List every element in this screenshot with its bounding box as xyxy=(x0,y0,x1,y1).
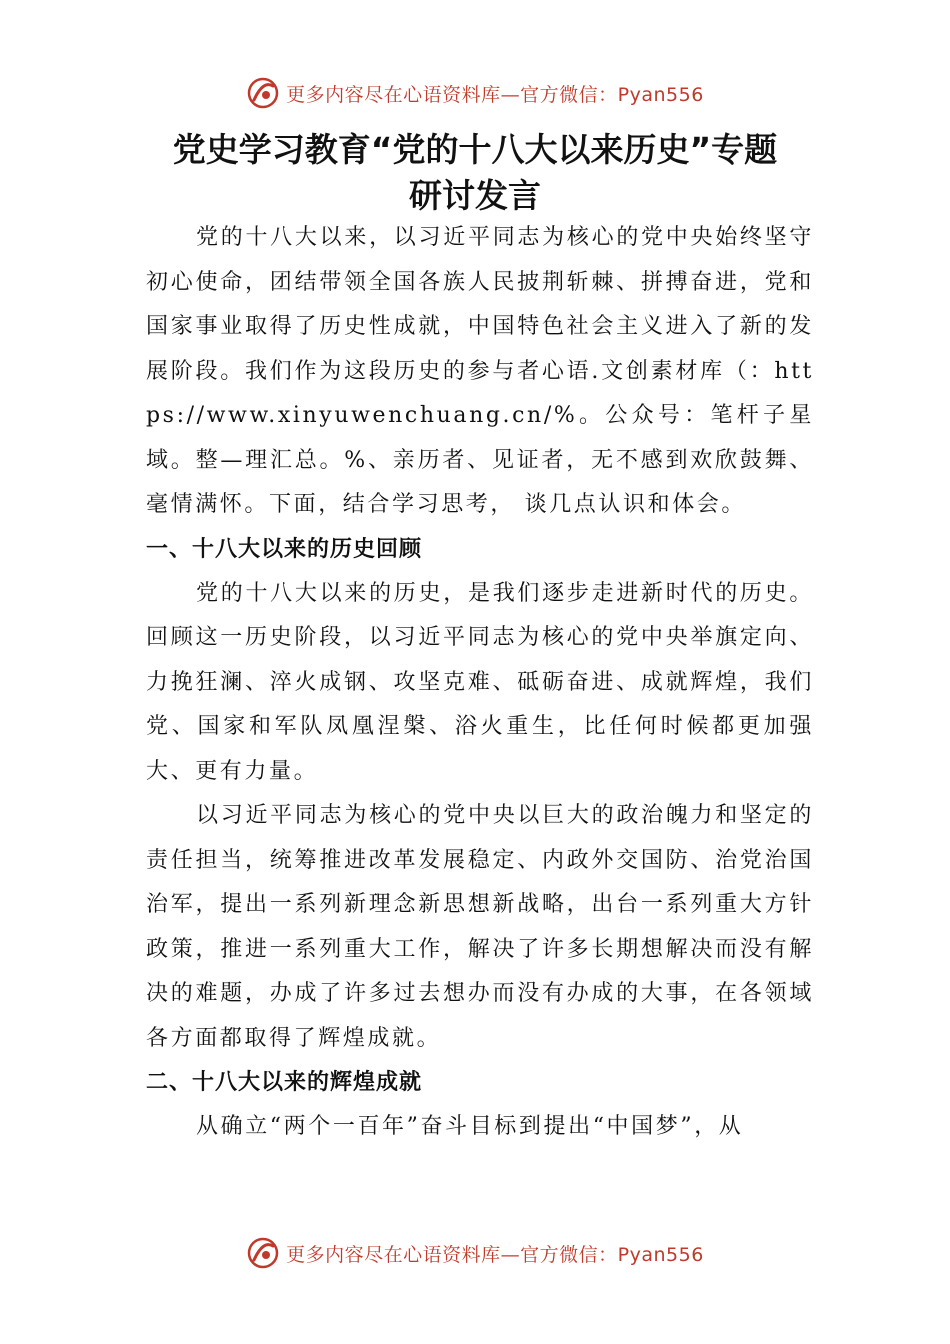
section-heading-2: 二、十八大以来的辉煌成就 xyxy=(146,1070,423,1095)
header-banner xyxy=(0,73,950,113)
banner-label: 更多内容尽在心语资料库—官方微信： xyxy=(286,1243,618,1266)
banner-text xyxy=(286,1240,704,1267)
document-body xyxy=(146,216,814,1150)
wechat-id: Pyan556 xyxy=(617,1243,704,1266)
section-heading-1: 一、十八大以来的历史回顾 xyxy=(146,536,423,562)
paragraph-achievements: 从确立“两个一百年”奋斗目标到提出“中国梦”，从 xyxy=(196,1114,744,1139)
paragraph-review-1: 党的十八大以来的历史，是我们逐步走进新时代的历史。回顾这一历史阶段，以习近平同志为核心的党中央举旗定向、力挽狂澜、淬火成钢、攻坚克难、砥砺奋进、成就辉煌，我们党、国家和军队凤凰涅槃、浴火重生，比任何时候都更加强大、更有力量。 xyxy=(146,580,814,784)
logo-icon xyxy=(246,1236,280,1270)
page-title-line-2: 研讨发言 xyxy=(409,176,541,215)
wechat-id: Pyan556 xyxy=(617,83,704,106)
paragraph-intro: 党的十八大以来，以习近平同志为核心的党中央始终坚守初心使命，团结带领全国各族人民披荆斩棘、拼搏奋进，党和国家事业取得了历史性成就，中国特色社会主义进入了新的发展阶段。我们作为这段历史的参与者心语.文创素材库（：https://www.xinyuwenchuang.cn/%。公众号：笔杆子星域。整—理汇总。%、亲历者、见证者，无不感到欢欣鼓舞、毫情满怀。下面，结合学习思考， 谈几点认识和体会。 xyxy=(146,225,814,517)
banner-label: 更多内容尽在心语资料库—官方微信： xyxy=(286,83,618,106)
page-title-line-1: 党史学习教育“党的十八大以来历史”专题 xyxy=(172,130,778,169)
footer-banner xyxy=(0,1233,950,1273)
paragraph-review-2: 以习近平同志为核心的党中央以巨大的政治魄力和坚定的责任担当，统筹推进改革发展稳定、内政外交国防、治党治国治军，提出一系列新理念新思想新战略，出台一系列重大方针政策，推进一系列重大工作，解决了许多长期想解决而没有解决的难题，办成了许多过去想办而没有办成的大事，在各领域各方面都取得了辉煌成就。 xyxy=(146,803,814,1051)
banner-text xyxy=(286,80,704,107)
logo-icon xyxy=(246,76,280,110)
